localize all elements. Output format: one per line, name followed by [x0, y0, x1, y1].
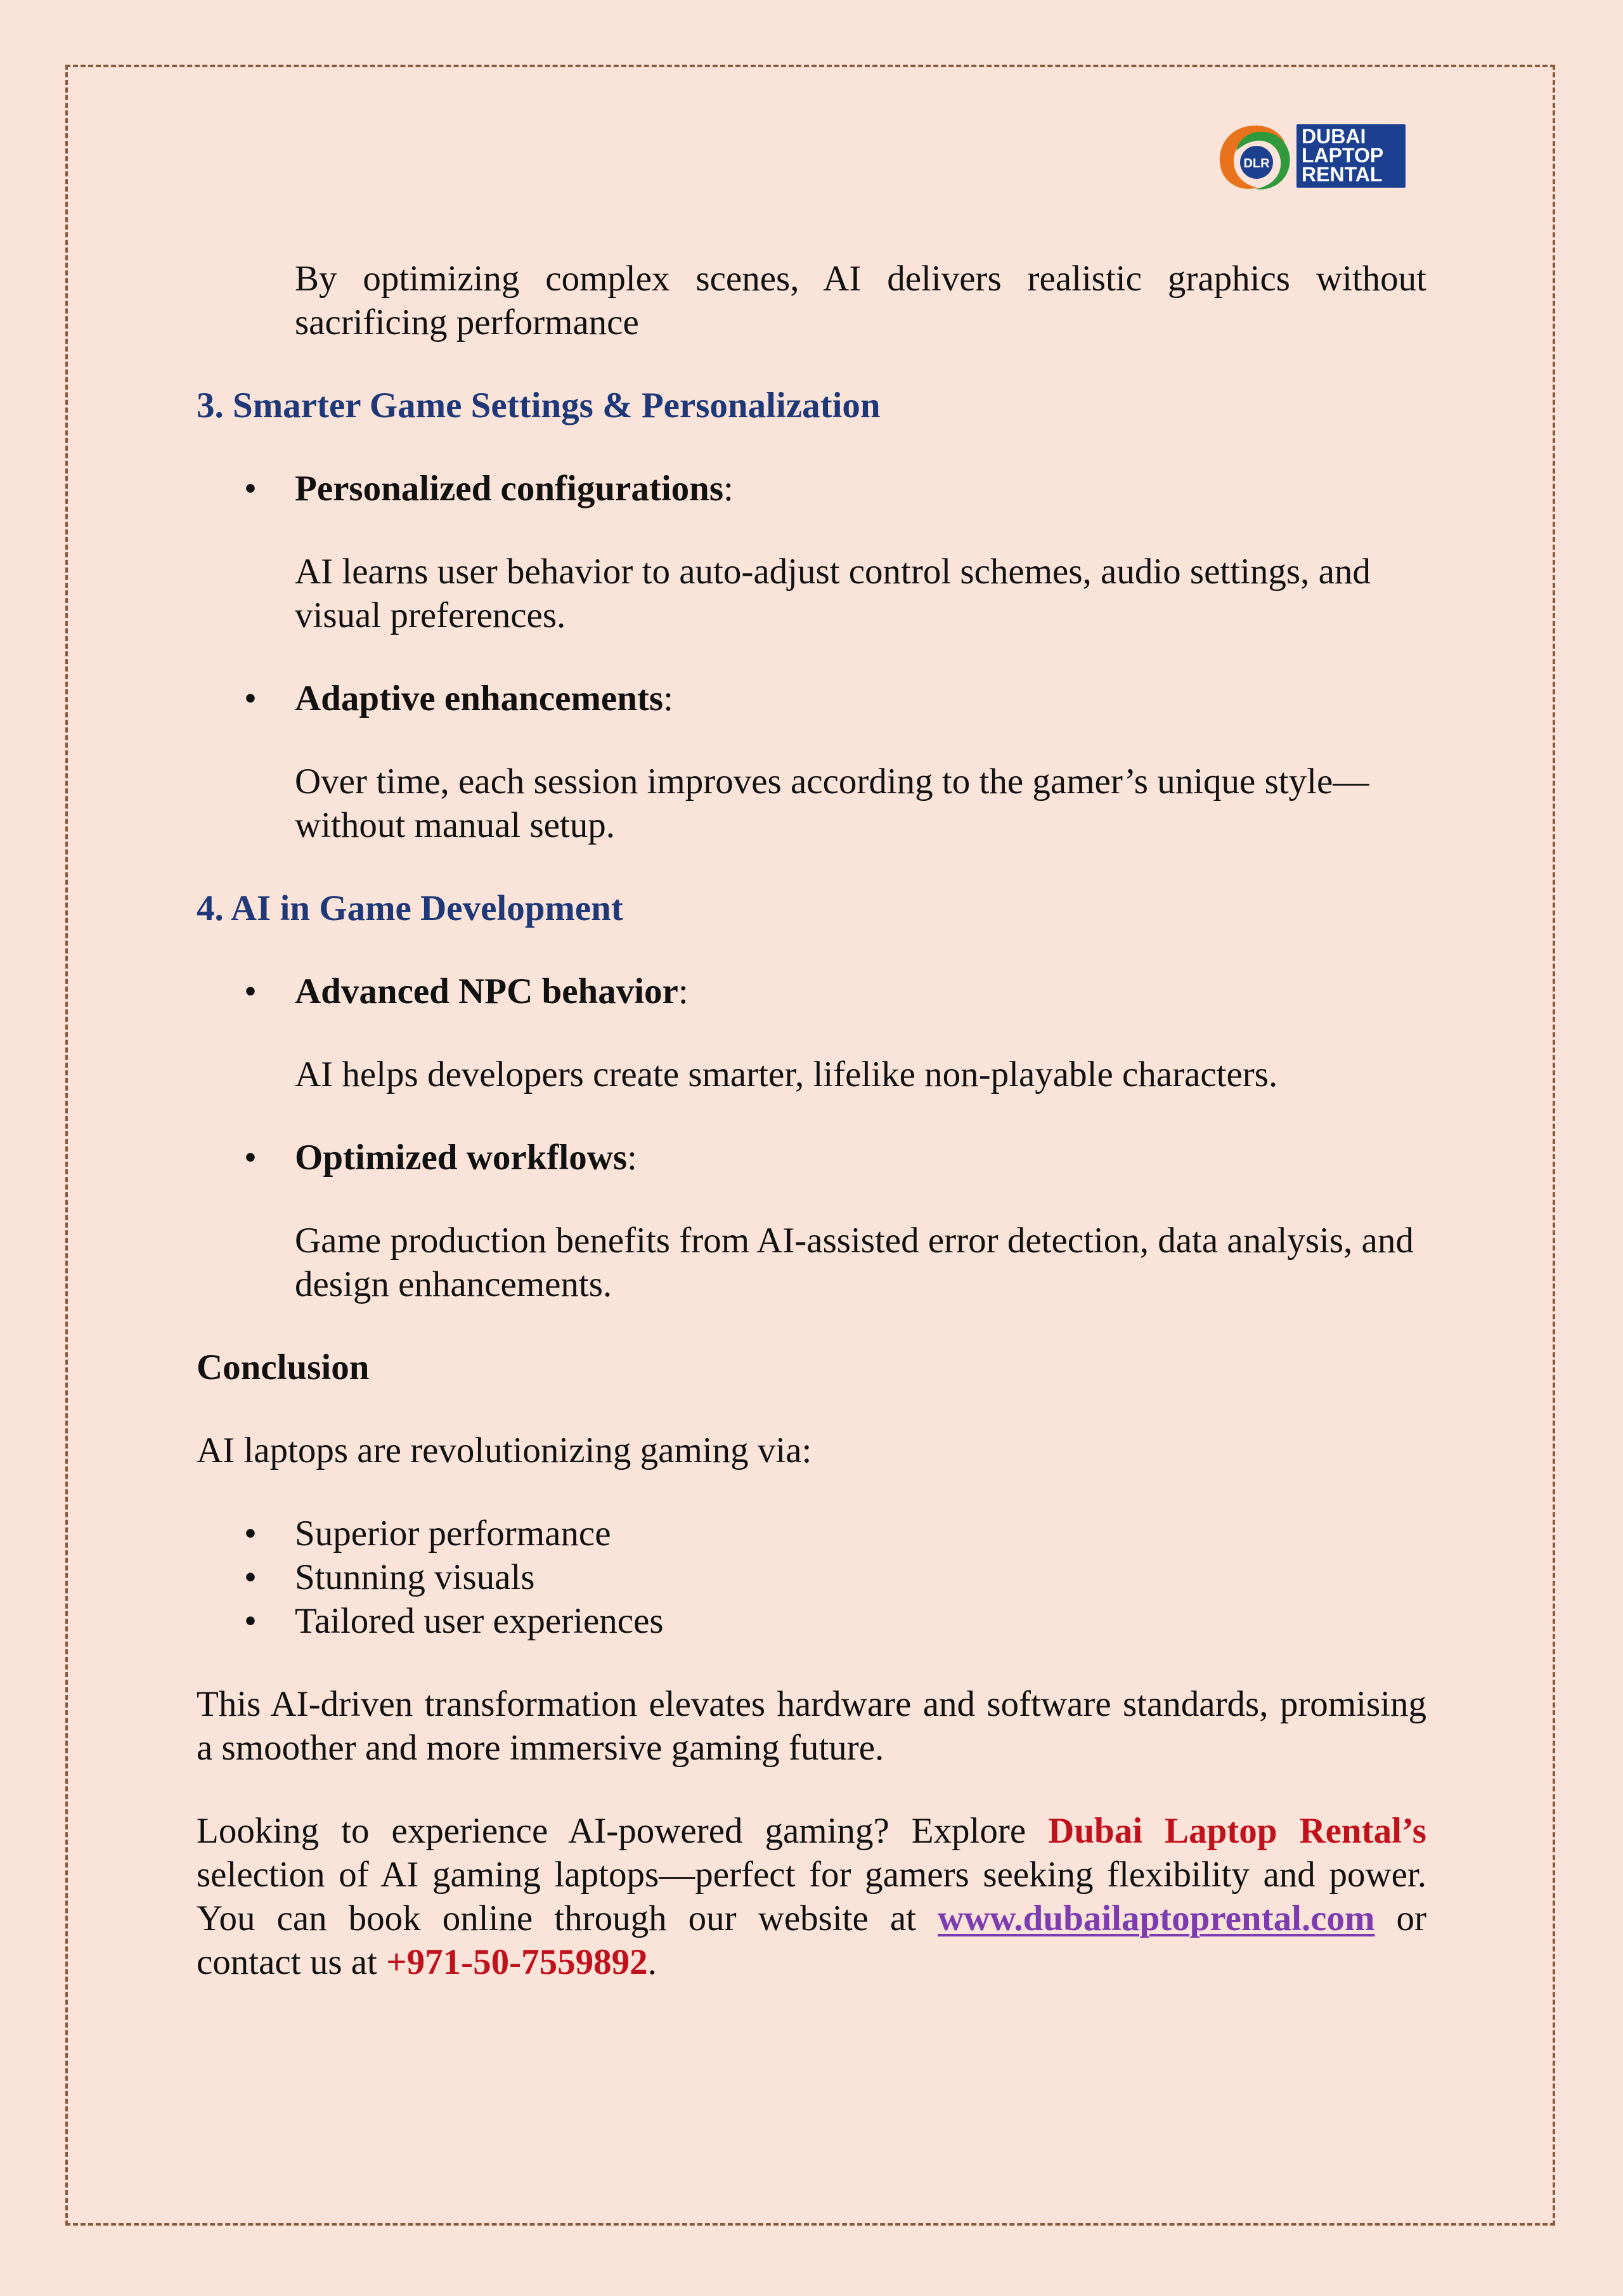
bullet-icon: •	[244, 971, 257, 1011]
conclusion-lead: AI laptops are revolutionizing gaming via:	[197, 1430, 812, 1470]
item-suffix: :	[723, 469, 734, 509]
bullet-text: Superior performance	[295, 1514, 611, 1553]
bullet-icon: •	[244, 469, 257, 509]
item-suffix: :	[627, 1138, 637, 1177]
cta-text: or contact us at	[197, 1898, 1426, 1982]
call-to-action	[197, 1809, 1426, 1984]
bullet-text: Tailored user experiences	[295, 1601, 664, 1641]
website-link[interactable]: www.dubailaptoprental.com	[938, 1898, 1375, 1938]
list-item	[197, 467, 1426, 510]
item-term: Optimized workflows	[295, 1138, 628, 1177]
bullet-icon: •	[244, 1557, 257, 1597]
conclusion-heading: Conclusion	[197, 1347, 370, 1387]
item-term: Personalized configurations	[295, 469, 724, 509]
bullet-icon: •	[244, 1138, 257, 1177]
list-item	[197, 970, 1426, 1013]
conclusion-summary: This AI-driven transformation elevates hardware and software standards, promising a smoother and more immersive gaming future.	[197, 1684, 1426, 1768]
list-item	[197, 677, 1426, 720]
company-logo	[1211, 113, 1409, 197]
phone-number[interactable]: +971-50-7559892	[386, 1942, 648, 1982]
logo-wordmark	[1296, 124, 1406, 188]
bullet-text: Stunning visuals	[295, 1557, 535, 1597]
logo-line-1: DUBAI	[1302, 125, 1366, 148]
cta-end: .	[647, 1942, 657, 1982]
cta-text: Looking to experience AI-powered gaming? Explore	[197, 1811, 1049, 1851]
logo-badge-text: DLR	[1243, 157, 1270, 171]
item-description: Game production benefits from AI-assisted error detection, data analysis, and design enhancements.	[295, 1221, 1414, 1304]
cta-text: selection of AI gaming laptops—perfect for gamers seeking flexibility and power. You can book online through our website at	[197, 1855, 1426, 1938]
bullet-icon: •	[244, 1514, 257, 1553]
section-3-heading: 3. Smarter Game Settings & Personalization	[197, 386, 881, 425]
bullet-icon: •	[244, 1601, 257, 1641]
section-4-heading: 4. AI in Game Development	[197, 888, 623, 928]
logo-emblem-icon	[1211, 113, 1300, 197]
list-item	[197, 1136, 1426, 1179]
list-item	[197, 1599, 1426, 1643]
item-description: AI learns user behavior to auto-adjust control schemes, audio settings, and visual preferences.	[295, 552, 1371, 635]
bullet-icon: •	[244, 678, 257, 718]
intro-paragraph: By optimizing complex scenes, AI delivers realistic graphics without sacrificing performance	[295, 259, 1426, 342]
item-term: Advanced NPC behavior	[295, 971, 678, 1011]
logo-line-3: RENTAL	[1302, 163, 1383, 186]
item-description: AI helps developers create smarter, lifelike non-playable characters.	[295, 1054, 1278, 1094]
list-item	[197, 1512, 1426, 1555]
item-suffix: :	[663, 678, 673, 718]
item-term: Adaptive enhancements	[295, 678, 664, 718]
list-item	[197, 1555, 1426, 1599]
document-body	[197, 257, 1426, 1984]
brand-name: Dubai Laptop Rental’s	[1048, 1811, 1426, 1851]
logo-line-2: LAPTOP	[1302, 144, 1384, 167]
item-suffix: :	[678, 971, 689, 1011]
item-description: Over time, each session improves according to the gamer’s unique style—without manual setup.	[295, 762, 1369, 845]
